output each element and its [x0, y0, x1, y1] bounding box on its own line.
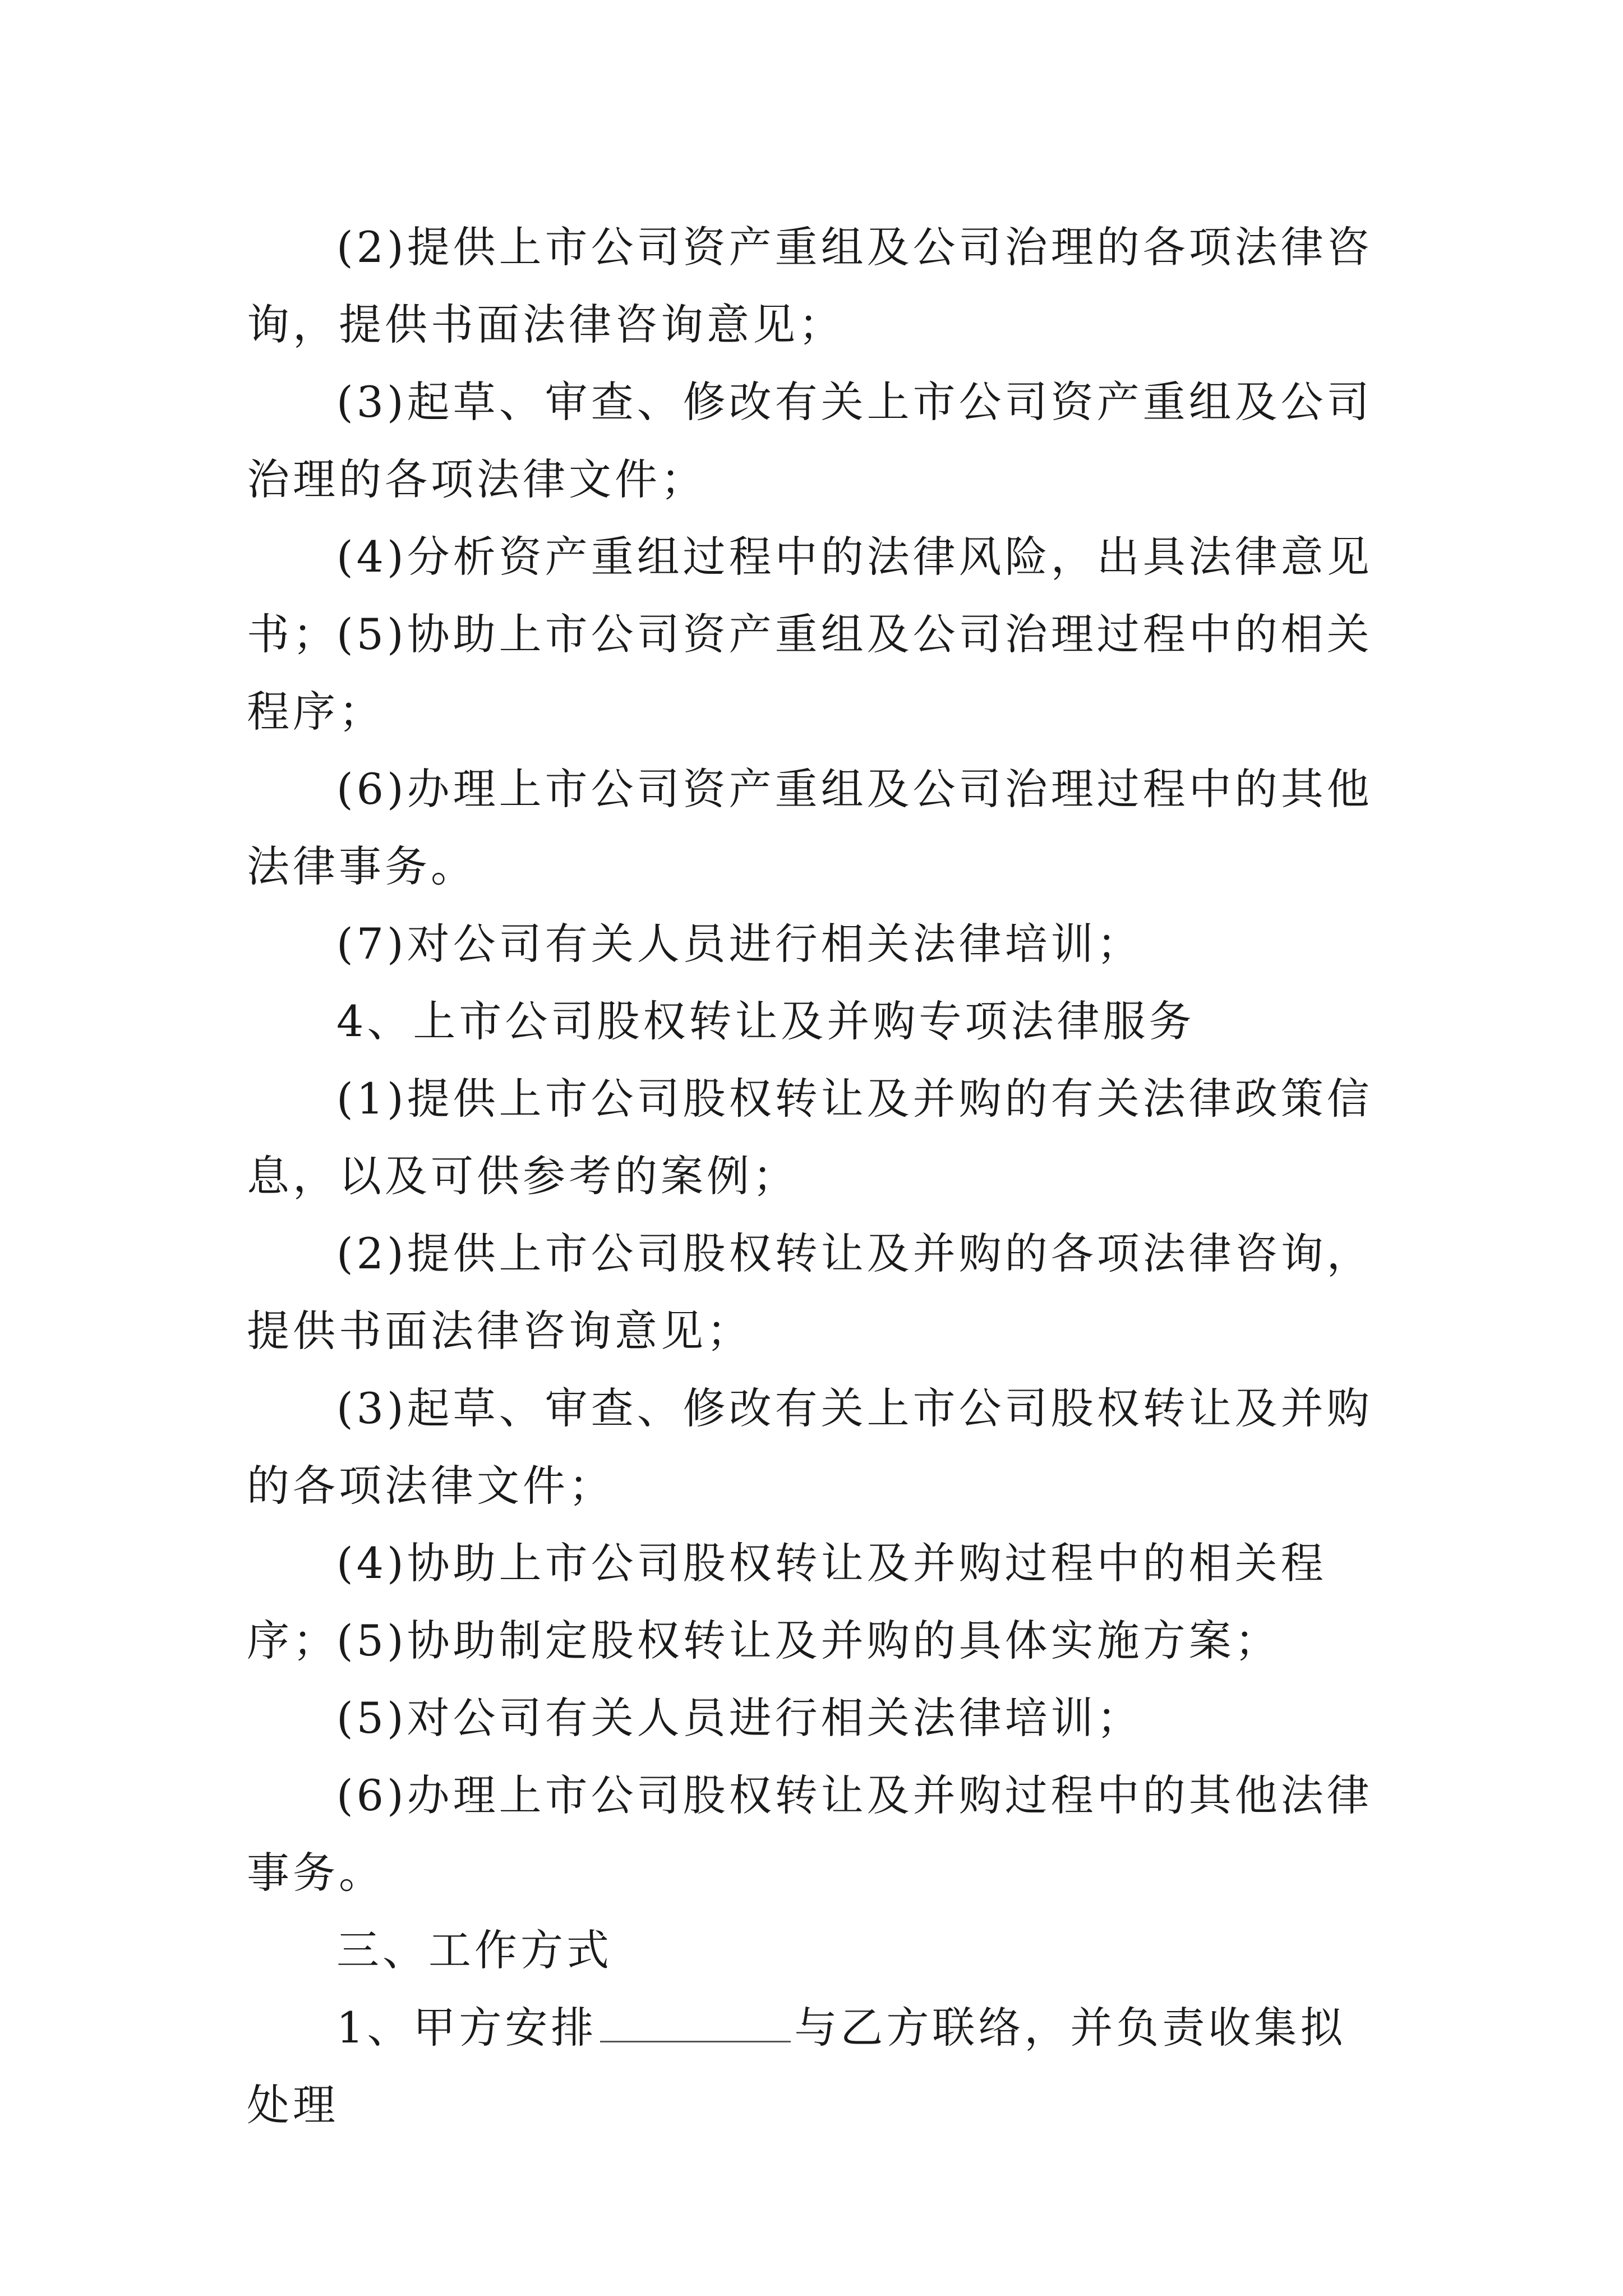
paragraph-4-4-procedures: (4)协助上市公司股权转让及并购过程中的相关程序；	[247, 1538, 1327, 1665]
paragraph-text-before-blank: 1、甲方安排	[336, 2003, 597, 2053]
paragraph-4-risk-analysis: (4)分析资产重组过程中的法律风险，出具法律意见书；	[247, 532, 1373, 659]
paragraph-2-consulting: (2)提供上市公司资产重组及公司治理的各项法律咨询，提供书面法律咨询意见；	[247, 222, 1373, 349]
paragraph-4-1-policy-info: (1)提供上市公司股权转让及并购的有关法律政策信息，以及可供参考的案例；	[247, 1074, 1373, 1201]
paragraph-work-method-1	[247, 1989, 1391, 2144]
paragraph-3-drafting: (3)起草、审查、修改有关上市公司资产重组及公司治理的各项法律文件；	[247, 377, 1373, 504]
paragraph-4-6-other-affairs: (6)办理上市公司股权转让及并购过程中的其他法律事务。	[247, 1770, 1373, 1898]
paragraph-5-procedures: (5)协助上市公司资产重组及公司治理过程中的相关程序；	[247, 609, 1373, 737]
paragraph-7-training: (7)对公司有关人员进行相关法律培训；	[336, 919, 1143, 969]
fill-in-blank[interactable]	[600, 2001, 791, 2042]
paragraph-4-2-consulting: (2)提供上市公司股权转让及并购的各项法律咨询，提供书面法律咨询意见；	[247, 1228, 1373, 1356]
paragraph-text-after-blank: 与乙方联络，并负责收集拟处理	[247, 2003, 1347, 2130]
paragraph-4-3-drafting: (3)起草、审查、修改有关上市公司股权转让及并购的各项法律文件；	[247, 1383, 1373, 1511]
paragraph-4-5-implementation-plan: (5)协助制定股权转让及并购的具体实施方案；	[336, 1616, 1281, 1665]
paragraph-4-5-training: (5)对公司有关人员进行相关法律培训；	[336, 1693, 1143, 1743]
paragraph-6-other-affairs: (6)办理上市公司资产重组及公司治理过程中的其他法律事务。	[247, 764, 1373, 891]
section-4-heading: 4、上市公司股权转让及并购专项法律服务	[336, 996, 1195, 1046]
section-3-heading: 三、工作方式	[336, 1925, 612, 1975]
